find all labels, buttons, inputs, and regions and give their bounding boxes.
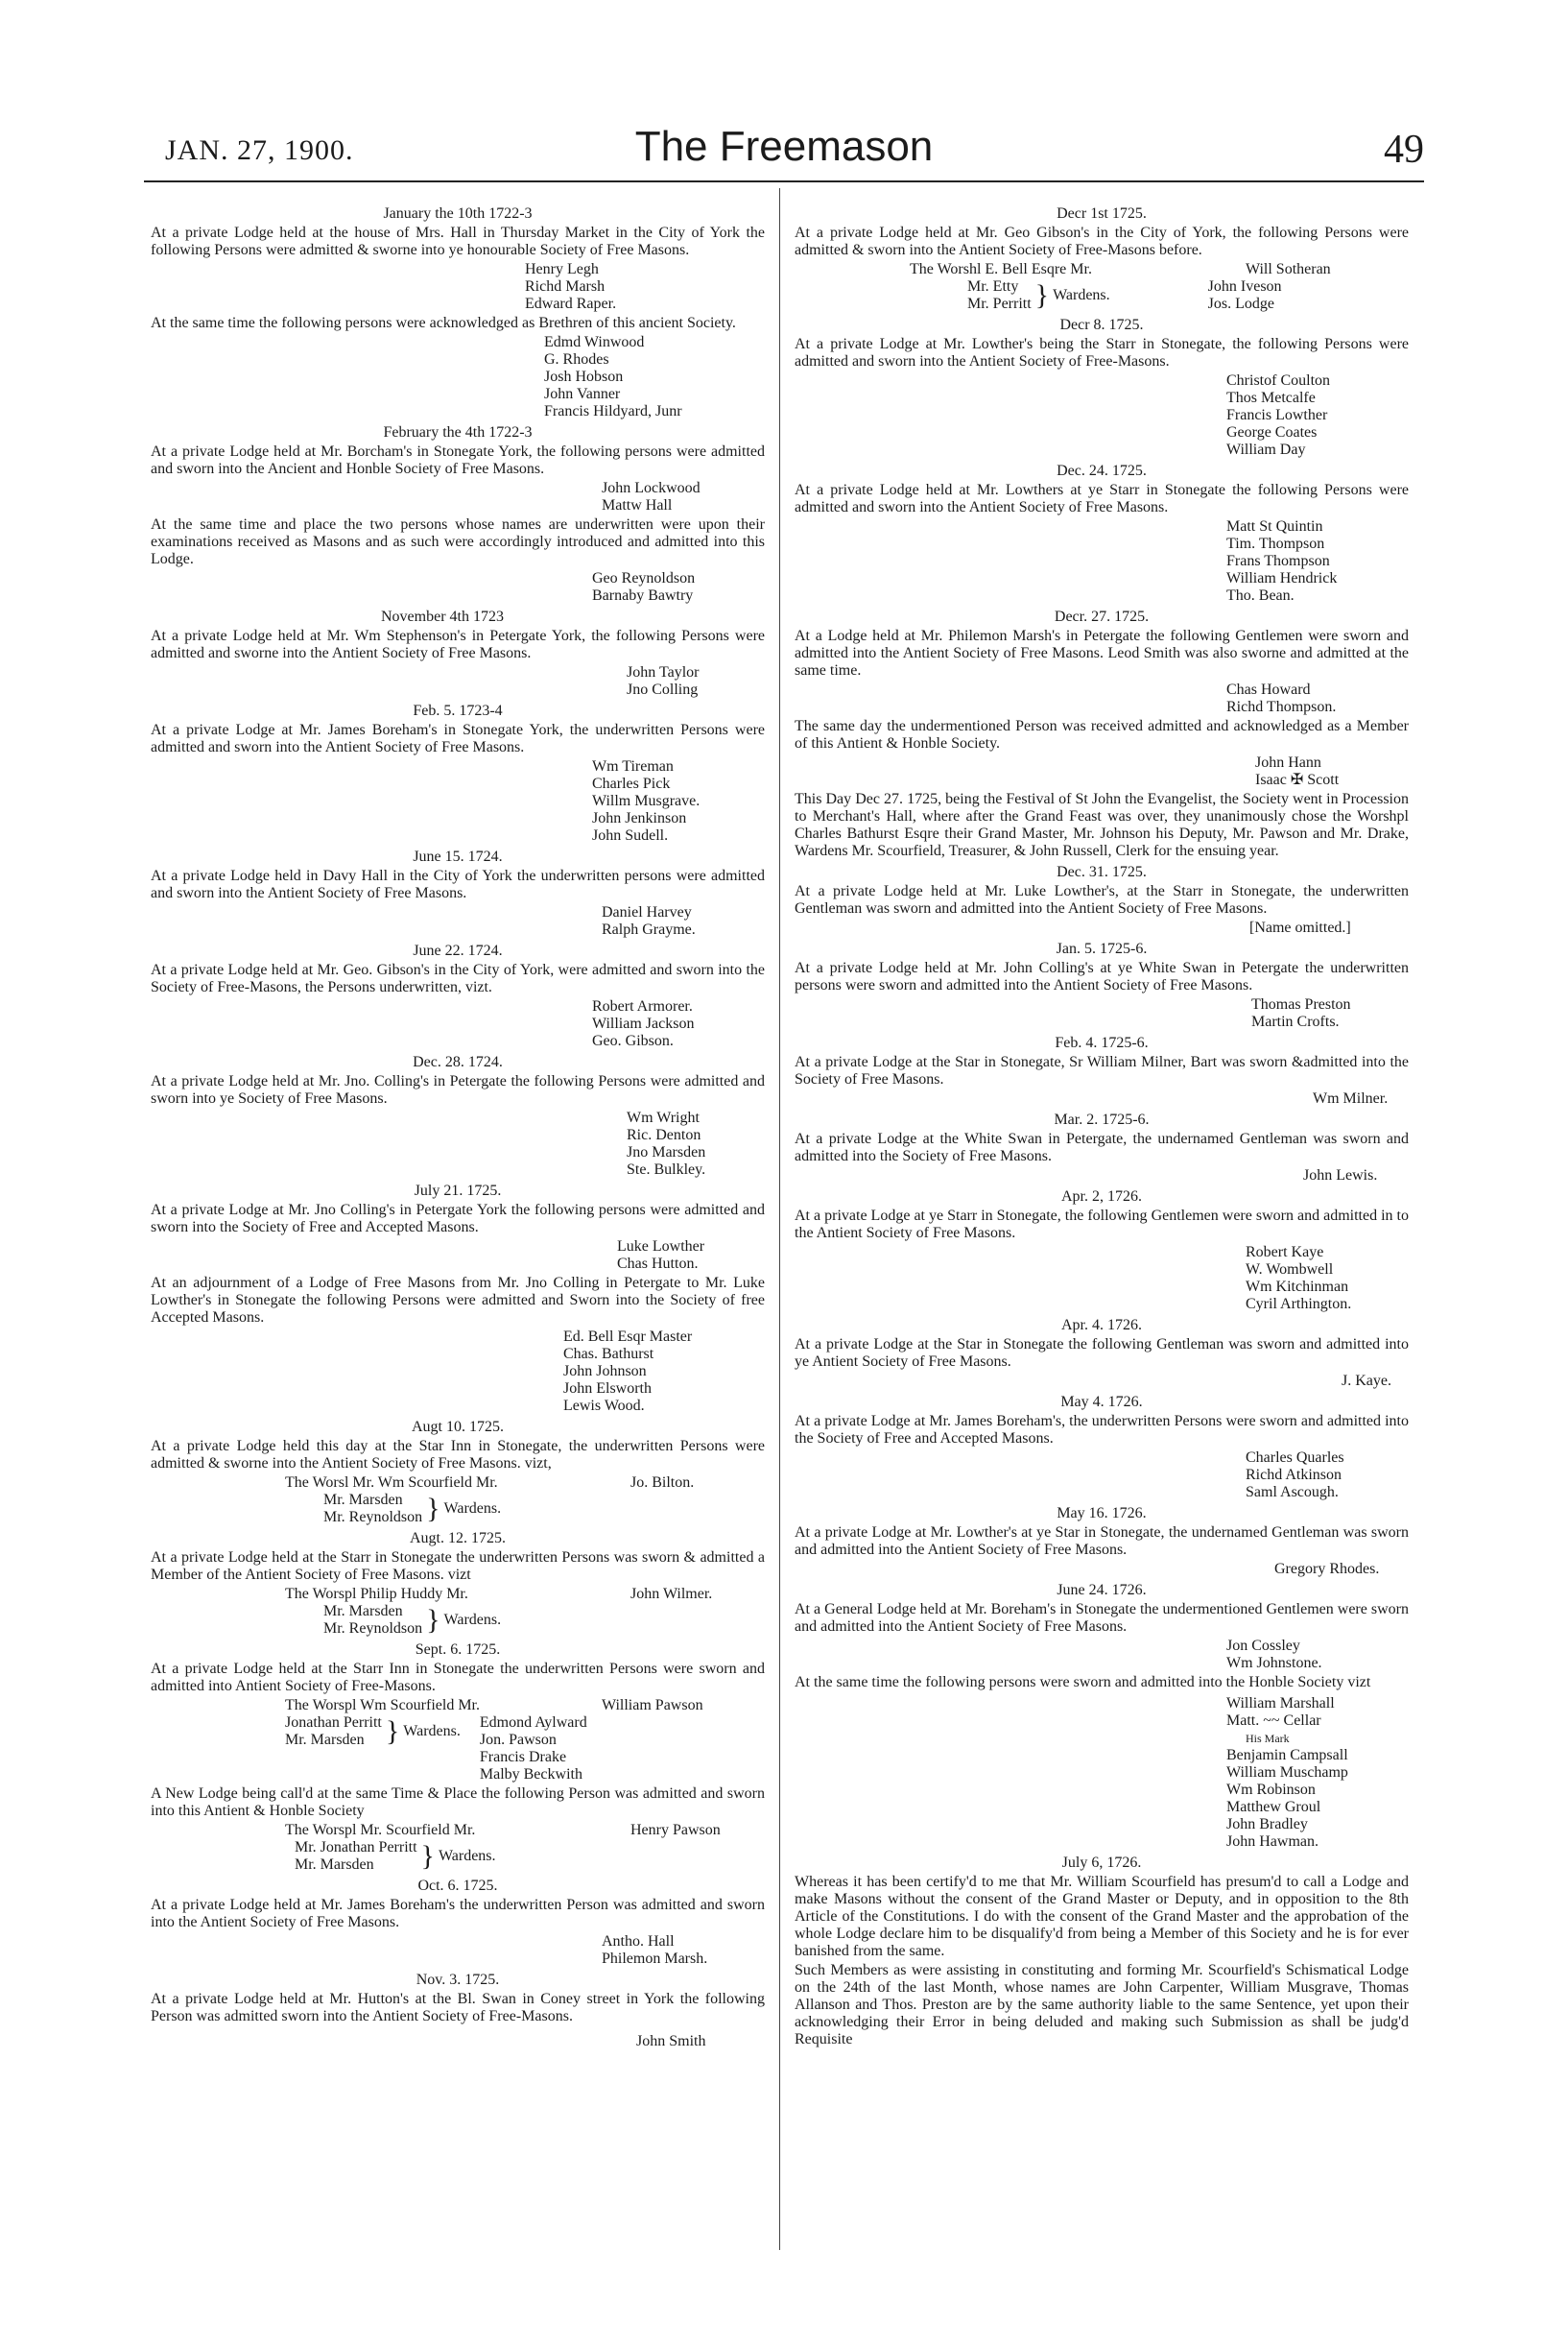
name-line: George Coates: [1226, 424, 1318, 441]
name-line: Tho. Bean.: [1226, 587, 1295, 604]
name-list: [480, 1714, 587, 1783]
brace-glyph: }: [385, 1715, 400, 1747]
name-line: John Jenkinson: [592, 810, 687, 826]
brace-glyph: }: [426, 1493, 440, 1524]
name-line: Thos Metcalfe: [1226, 390, 1316, 406]
his-mark-caption: His Mark: [1246, 1732, 1290, 1745]
column-divider: [779, 188, 780, 2250]
entry-date: Nov. 3. 1725.: [416, 1972, 500, 1988]
name-line: John Lewis.: [1303, 1167, 1378, 1184]
name-line: Geo. Gibson.: [592, 1033, 674, 1049]
name-line: [Name omitted.]: [1249, 920, 1351, 936]
name-line: Lewis Wood.: [563, 1398, 645, 1414]
entry-paragraph: The same day the undermentioned Person was received admitted and acknowledged as a Member of this Antient & Honble Society.: [795, 718, 1409, 752]
entry-paragraph: At a private Lodge held at Mr. James Boreham's the underwritten Person was admitted and sworn into the Antient Society of Free Masons.: [151, 1897, 765, 1930]
entry-date: Feb. 4. 1725-6.: [1055, 1035, 1149, 1051]
warden-name: Mr. Reynoldson: [323, 1620, 423, 1637]
entry-paragraph: At a private Lodge at Mr. James Boreham's in Stonegate York, the underwritten Persons were admitted and sworn into the Antient Society of Free Masons.: [151, 722, 765, 755]
entry-date: July 21. 1725.: [414, 1183, 502, 1199]
name-line: Edmond Aylward: [479, 1714, 587, 1731]
name-line: Daniel Harvey: [602, 904, 692, 921]
name-line: Tim. Thompson: [1226, 536, 1325, 552]
name-line: Luke Lowther: [617, 1238, 705, 1255]
name-line: John Vanner: [544, 386, 621, 402]
header-rule: [144, 180, 1424, 182]
entry-paragraph: At a private Lodge at the Star in Stonegate the following Gentleman was sworn and admitted into ye Antient Society of Free Masons.: [795, 1336, 1409, 1370]
name-line: Will Sotheran: [1246, 261, 1331, 277]
entry-paragraph: At a private Lodge at Mr. Lowther's at ye Star in Stonegate, the undernamed Gentleman was sworn and admitted into the Antient Society of Free Masons.: [795, 1524, 1409, 1558]
issue-date: JAN. 27, 1900.: [165, 134, 354, 166]
entry-paragraph: At a private Lodge at Mr. Lowther's being the Starr in Stonegate, the following Persons were admitted and sworn into the Antient Society of Free-Masons.: [795, 336, 1409, 370]
name-line: Wm Johnstone.: [1226, 1655, 1322, 1671]
entry-paragraph: At a private Lodge at ye Starr in Stonegate, the following Gentlemen were sworn and admitted in to the Antient Society of Free Masons.: [795, 1208, 1409, 1241]
name-line: Antho. Hall: [602, 1933, 675, 1950]
warden-name: Mr. Perritt: [967, 296, 1032, 312]
entry-paragraph: At a private Lodge held at the Starr in Stonegate the underwritten Persons was sworn & admitted a Member of the Antient Society of Free Masons. vizt: [151, 1549, 765, 1583]
entry-paragraph: At a private Lodge held at Mr. Hutton's at the Bl. Swan in Coney street in York the following Person was admitted sworn into the Antient Society of Free-Masons.: [151, 1991, 765, 2024]
name-line: Matt. ~~ Cellar: [1226, 1712, 1321, 1729]
entry-paragraph: At a General Lodge held at Mr. Boreham's in Stonegate the undermentioned Gentlemen were sworn and admitted into the Antient Society of Free Masons.: [795, 1601, 1409, 1635]
name-line: Chas Hutton.: [617, 1256, 699, 1272]
name-line: Matthew Groul: [1226, 1799, 1321, 1815]
name-line: William Marshall: [1226, 1695, 1335, 1712]
wardens-group: [295, 1839, 765, 1874]
name-line: Charles Quarles: [1246, 1449, 1344, 1466]
entry-date: Decr 1st 1725.: [1057, 205, 1147, 222]
name-line: Frans Thompson: [1226, 553, 1330, 569]
entry-paragraph: At a private Lodge held at Mr. Lowthers at ye Starr in Stonegate the following Persons were admitted and sworn into the Antient Society of Free Masons.: [795, 482, 1409, 515]
entry-date: July 6, 1726.: [1061, 1855, 1142, 1871]
entry-paragraph: At a private Lodge held at Mr. Wm Stephenson's in Petergate York, the following Persons were admitted and sworne into the Antient Society of Free Masons.: [151, 628, 765, 661]
name-line: John Wilmer.: [630, 1586, 713, 1602]
entry-date: Decr 8. 1725.: [1059, 317, 1144, 333]
name-line: Henry Legh: [525, 261, 599, 277]
name-line: Cyril Arthington.: [1246, 1296, 1352, 1312]
warden-name: Mr. Marsden: [285, 1732, 365, 1748]
left-column: [151, 202, 765, 2050]
name-line: Malby Beckwith: [479, 1766, 582, 1783]
name-line: John Sudell.: [592, 827, 669, 844]
entry-paragraph: At a private Lodge held this day at the Star Inn in Stonegate, the underwritten Persons were admitted & sworne into the Antient Society of Free Masons. vizt,: [151, 1438, 765, 1472]
name-line: William Jackson: [592, 1016, 695, 1032]
name-line: John Johnson: [563, 1363, 647, 1379]
entry-date: Jan. 5. 1725-6.: [1056, 941, 1148, 957]
officer-row: [151, 1586, 765, 1603]
wardens-and-names: [795, 278, 1409, 313]
entry-date: Apr. 4. 1726.: [1061, 1317, 1142, 1333]
entry-paragraph: At a private Lodge held at Mr. Geo. Gibson's in the City of York, were admitted and sworn into the Society of Free-Masons, the Persons underwritten, vizt.: [151, 962, 765, 995]
name-line: Edmd Winwood: [544, 334, 645, 350]
name-line: Chas Howard: [1226, 682, 1311, 698]
name-line: Geo Reynoldson: [592, 570, 696, 586]
entry-paragraph: At a private Lodge held at Mr. Jno. Colling's in Petergate the following Persons were admitted and sworn into ye Society of Free Masons.: [151, 1073, 765, 1107]
worshipful-master: The Worsl Mr. Wm Scourfield Mr.: [285, 1474, 498, 1491]
name-line: Wm Tireman: [592, 758, 674, 775]
worshipful-master: The Worshl E. Bell Esqre Mr.: [910, 261, 1092, 277]
name-line: John Elsworth: [563, 1380, 652, 1397]
entry-date: January the 10th 1722-3: [383, 205, 533, 222]
warden-name: Mr. Jonathan Perritt: [295, 1839, 417, 1855]
name-line: J. Kaye.: [1342, 1373, 1391, 1389]
entry-paragraph: This Day Dec 27. 1725, being the Festival of St John the Evangelist, the Society went in Procession to Merchant's Hall, where after the Grand Feast was over, they unanimously chose the Worshpl Charles Bathurst Esqre their Grand Master, Mr. Johnson his Deputy, Mr. Pawson and Mr. Drake, Wardens Mr. Scourfield, Treasurer, & John Russell, Clerk for the ensuing year.: [795, 791, 1409, 859]
entry-paragraph: At a private Lodge at Mr. James Boreham's, the underwritten Persons were sworn and admitted into the Society of Free and Accepted Masons.: [795, 1413, 1409, 1447]
warden-name: Jonathan Perritt: [285, 1714, 382, 1731]
name-line: Jno Colling: [627, 682, 699, 698]
name-line: William Pawson: [602, 1697, 703, 1713]
name-line: Christof Coulton: [1226, 372, 1331, 389]
right-column: [795, 202, 1409, 2050]
warden-name: Mr. Etty: [967, 278, 1019, 295]
name-line: Francis Lowther: [1226, 407, 1328, 423]
name-line: Matt St Quintin: [1226, 518, 1323, 535]
name-line: John Taylor: [627, 664, 700, 681]
name-line: Gregory Rhodes.: [1274, 1561, 1380, 1577]
worshipful-master: The Worspl Wm Scourfield Mr.: [285, 1697, 480, 1713]
entry-date: Feb. 5. 1723-4: [413, 703, 503, 719]
entry-paragraph: At a private Lodge held at Mr. John Colling's at ye White Swan in Petergate the underwritten persons were sworn and admitted into the Antient Society of Free Masons.: [795, 960, 1409, 993]
name-line: Thomas Preston: [1251, 996, 1351, 1013]
name-line: Richd Thompson.: [1226, 699, 1337, 715]
entry-paragraph: At a private Lodge held in Davy Hall in the City of York the underwritten persons were admitted and sworn into the Antient Society of Free Masons.: [151, 868, 765, 901]
officer-row: [795, 261, 1409, 278]
wardens-group: [967, 278, 1110, 313]
name-line: William Muschamp: [1226, 1764, 1348, 1781]
entry-paragraph: At a private Lodge held at Mr. Geo Gibson's in the City of York, the following Persons were admitted & sworn into the Antient Society of Free-Masons before.: [795, 225, 1409, 258]
name-line: G. Rhodes: [544, 351, 609, 368]
name-line: Edward Raper.: [525, 296, 617, 312]
entry-date: May 16. 1726.: [1057, 1505, 1147, 1521]
entry-date: May 4. 1726.: [1060, 1394, 1143, 1410]
worshipful-master: The Worspl Philip Huddy Mr.: [285, 1586, 468, 1602]
wardens-label: Wardens.: [443, 1500, 502, 1517]
name-line: Jon. Pawson: [479, 1732, 557, 1748]
name-line: Charles Pick: [592, 776, 671, 792]
name-line: Wm Wright: [627, 1110, 700, 1126]
name-line: Ralph Grayme.: [602, 922, 696, 938]
name-line: Chas. Bathurst: [563, 1346, 654, 1362]
officer-row: [151, 1474, 765, 1492]
entry-paragraph: At the same time the following persons were acknowledged as Brethren of this ancient Society.: [151, 315, 736, 331]
wardens-label: Wardens.: [1053, 287, 1110, 303]
entry-paragraph: At a private Lodge held at the house of Mrs. Hall in Thursday Market in the City of York the following Persons were admitted & sworne into ye honourable Society of Free Masons.: [151, 225, 765, 258]
warden-name: Mr. Marsden: [295, 1856, 374, 1873]
name-line: Ric. Denton: [627, 1127, 701, 1143]
name-line: Wm Kitchinman: [1246, 1279, 1349, 1295]
entry-date: June 24. 1726.: [1057, 1582, 1147, 1598]
officer-row: [151, 1697, 765, 1714]
name-line: Jos. Lodge: [1207, 296, 1274, 312]
entry-paragraph: At the same time and place the two persons whose names are underwritten were upon their examinations received as Masons and as such were accordingly introduced and admitted into this Lodge.: [151, 516, 765, 567]
name-line: John Bradley: [1226, 1816, 1308, 1832]
name-line: Philemon Marsh.: [602, 1951, 708, 1967]
name-line: Richd Atkinson: [1246, 1467, 1342, 1483]
name-line: W. Wombwell: [1246, 1261, 1334, 1278]
entry-date: February the 4th 1722-3: [383, 424, 533, 441]
warden-name: Mr. Marsden: [323, 1603, 403, 1619]
page-number: 49: [1384, 128, 1424, 172]
name-line: Francis Hildyard, Junr: [544, 403, 682, 419]
name-line: Willm Musgrave.: [592, 793, 701, 809]
entry-paragraph: At a private Lodge held at the Starr Inn in Stonegate the underwritten Persons were sworn and admitted into Antient Society of Free-Masons.: [151, 1661, 765, 1694]
entry-date: Apr. 2, 1726.: [1061, 1188, 1142, 1205]
entry-paragraph: A New Lodge being call'd at the same Time & Place the following Person was admitted and sworn into this Antient & Honble Society: [151, 1785, 765, 1819]
entry-paragraph: At a private Lodge at the White Swan in Petergate, the undernamed Gentleman was sworn and admitted into the Society of Free Masons.: [795, 1131, 1409, 1164]
name-line: John Iveson: [1207, 278, 1282, 295]
name-line: Saml Ascough.: [1246, 1484, 1339, 1500]
officer-row: [151, 1822, 765, 1839]
wardens-label: Wardens.: [443, 1612, 502, 1628]
wardens-label: Wardens.: [438, 1848, 496, 1864]
name-line: Wm Milner.: [1313, 1090, 1389, 1107]
entry-paragraph: At an adjournment of a Lodge of Free Masons from Mr. Jno Colling in Petergate to Mr. Luke Lowther's in Stonegate the following Persons were admitted and Sworn into the Society of free Accepted Masons.: [151, 1275, 765, 1326]
brace-glyph: }: [420, 1840, 435, 1872]
name-list: [1208, 278, 1282, 313]
name-line: Ste. Bulkley.: [627, 1161, 706, 1178]
entry-paragraph: Such Members as were assisting in constituting and forming Mr. Scourfield's Schismatical Lodge on the 24th of the last Month, whose names are John Carpenter, William Musgrave, Thomas Allanson and Thos. Preston are by the same authority liable to the same Sentence, yet upon their acknowledging their Error in being deluded and making such Submission as shall be judg'd Requisite: [795, 1962, 1409, 2047]
warden-name: Mr. Marsden: [323, 1492, 403, 1508]
name-line: John Hawman.: [1226, 1833, 1319, 1850]
name-line: Wm Robinson: [1226, 1782, 1316, 1798]
name-line: Jo. Bilton.: [630, 1474, 695, 1491]
wardens-group: [323, 1603, 765, 1638]
name-line: John Lockwood: [602, 480, 701, 496]
entry-paragraph: At a private Lodge at Mr. Jno Colling's in Petergate York the following persons were admitted and sworn into the Society of Free and Accepted Masons.: [151, 1202, 765, 1235]
wardens-label: Wardens.: [403, 1723, 461, 1739]
entry-date: Augt. 12. 1725.: [410, 1530, 506, 1546]
name-line: Henry Pawson: [630, 1822, 721, 1838]
brace-glyph: }: [1034, 279, 1050, 311]
name-line: Richd Marsh: [525, 278, 606, 295]
entry-date: June 22. 1724.: [413, 943, 503, 959]
entry-date: November 4th 1723: [381, 609, 504, 625]
entry-date: Mar. 2. 1725-6.: [1054, 1112, 1150, 1128]
wardens-group: [285, 1714, 461, 1749]
entry-date: Dec. 28. 1724.: [413, 1054, 503, 1070]
entry-paragraph: At a private Lodge held at Mr. Luke Lowther's, at the Starr in Stonegate, the underwritten Gentleman was sworn and admitted into the Antient Society of Free Masons.: [795, 883, 1409, 917]
masthead-title: The Freemason: [634, 123, 934, 170]
name-line: Mattw Hall: [602, 497, 673, 514]
worshipful-master: The Worspl Mr. Scourfield Mr.: [285, 1822, 476, 1838]
name-line: Jno Marsden: [627, 1144, 706, 1161]
entry-date: June 15. 1724.: [413, 849, 503, 865]
name-line: Martin Crofts.: [1251, 1014, 1340, 1030]
name-line: Robert Kaye: [1246, 1244, 1324, 1260]
brace-glyph: }: [426, 1604, 440, 1636]
name-line: William Day: [1226, 442, 1306, 458]
warden-name: Mr. Reynoldson: [323, 1509, 423, 1525]
entry-date: Dec. 31. 1725.: [1057, 864, 1147, 880]
name-line: Robert Armorer.: [592, 998, 693, 1015]
entry-paragraph: At a Lodge held at Mr. Philemon Marsh's in Petergate the following Gentlemen were sworn and admitted into the Antient Society of Free Masons. Leod Smith was also sworne and admitted at the same time.: [795, 628, 1409, 679]
wardens-group: [323, 1492, 765, 1526]
name-line: Francis Drake: [479, 1749, 567, 1765]
name-line: John Smith: [636, 2033, 706, 2049]
entry-paragraph: At a private Lodge held at Mr. Borcham's in Stonegate York, the following persons were admitted and sworn into the Ancient and Honble Society of Free Masons.: [151, 443, 765, 477]
name-line: Isaac ✠ Scott: [1255, 772, 1340, 788]
entry-paragraph: At a private Lodge at the Star in Stonegate, Sr William Milner, Bart was sworn &admitted into the Society of Free Masons.: [795, 1054, 1409, 1088]
name-line: William Hendrick: [1226, 570, 1338, 586]
entry-date: Augt 10. 1725.: [412, 1419, 504, 1435]
entry-date: Decr. 27. 1725.: [1054, 609, 1150, 625]
name-line: Josh Hobson: [544, 369, 624, 385]
name-line: Benjamin Campsall: [1226, 1747, 1348, 1763]
name-line: John Hann: [1255, 754, 1321, 771]
entry-date: Dec. 24. 1725.: [1057, 463, 1147, 479]
entry-date: Oct. 6. 1725.: [417, 1878, 498, 1894]
wardens-and-names: [151, 1714, 765, 1783]
name-line: Ed. Bell Esqr Master: [563, 1329, 693, 1345]
entry-date: Sept. 6. 1725.: [415, 1641, 501, 1658]
name-line: Jon Cossley: [1226, 1638, 1300, 1654]
name-line: Barnaby Bawtry: [592, 587, 694, 604]
entry-paragraph: At the same time the following persons were sworn and admitted into the Honble Society vizt: [795, 1674, 1371, 1690]
entry-paragraph: Whereas it has been certify'd to me that Mr. William Scourfield has presum'd to call a Lodge and make Masons without the consent of the Grand Master or Deputy, and in opposition to the 8th Article of the Constitutions. I do with the consent of the Grand Master and the approbation of the whole Lodge declare him to be disqualify'd from being a Member of this Society and he is for ever banished from the same.: [795, 1874, 1409, 1959]
